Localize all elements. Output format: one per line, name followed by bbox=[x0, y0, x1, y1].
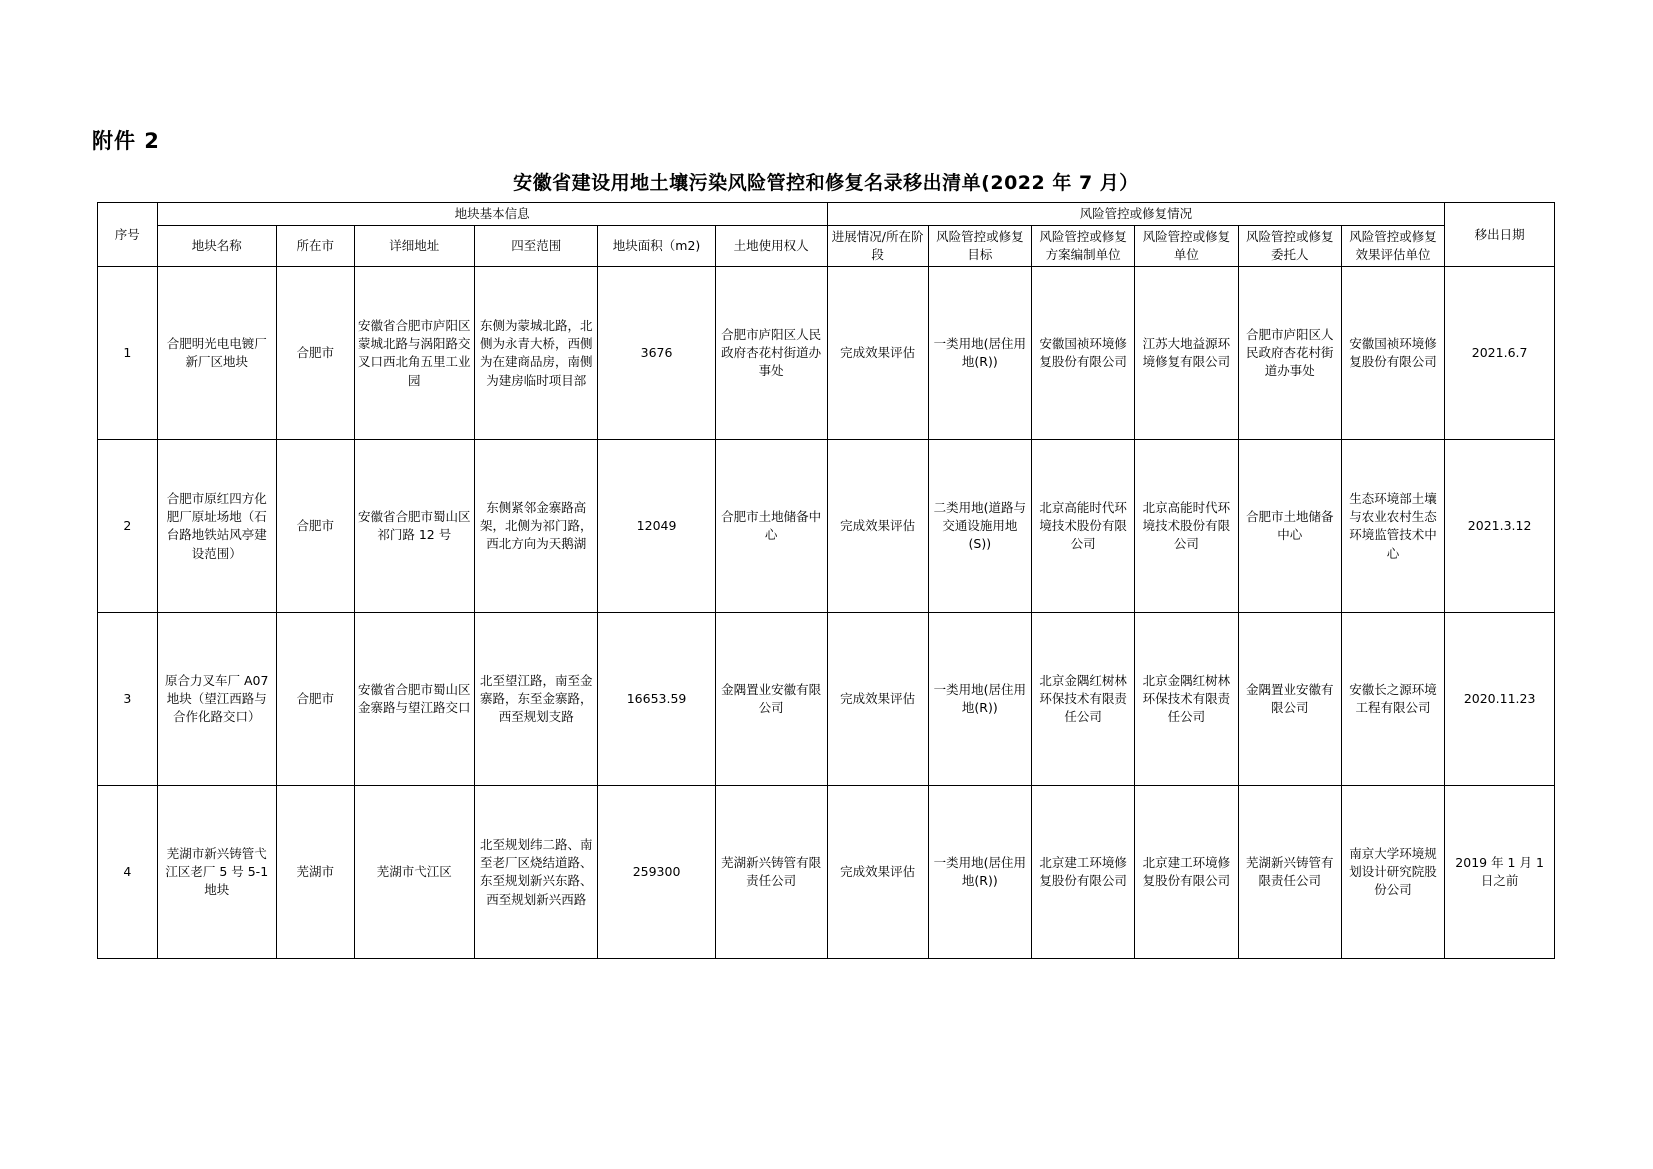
header-col-assess-unit: 风险管控或修复效果评估单位 bbox=[1341, 226, 1444, 267]
cell-owner: 金隅置业安徽有限公司 bbox=[715, 613, 827, 786]
cell-boundary: 东侧为蒙城北路，北侧为永青大桥，西侧为在建商品房，南侧为建房临时项目部 bbox=[474, 267, 598, 440]
cell-client: 金隅置业安徽有限公司 bbox=[1238, 613, 1341, 786]
cell-city: 合肥市 bbox=[276, 440, 354, 613]
cell-client: 芜湖新兴铸管有限责任公司 bbox=[1238, 786, 1341, 959]
table-row bbox=[98, 440, 1555, 613]
cell-city: 合肥市 bbox=[276, 613, 354, 786]
cell-exit-date: 2020.11.23 bbox=[1445, 613, 1555, 786]
cell-name: 芜湖市新兴铸管弋江区老厂 5 号 5-1 地块 bbox=[157, 786, 276, 959]
header-col-boundary: 四至范围 bbox=[474, 226, 598, 267]
cell-owner: 合肥市庐阳区人民政府杏花村街道办事处 bbox=[715, 267, 827, 440]
cell-target: 一类用地(居住用地(R)) bbox=[928, 267, 1031, 440]
cell-repair-unit: 北京建工环境修复股份有限公司 bbox=[1135, 786, 1238, 959]
header-exit-date: 移出日期 bbox=[1445, 203, 1555, 267]
cell-exit-date: 2019 年 1 月 1 日之前 bbox=[1445, 786, 1555, 959]
cell-plan-unit: 安徽国祯环境修复股份有限公司 bbox=[1031, 267, 1134, 440]
header-col-client: 风险管控或修复委托人 bbox=[1238, 226, 1341, 267]
cell-seq: 2 bbox=[98, 440, 158, 613]
cell-target: 一类用地(居住用地(R)) bbox=[928, 613, 1031, 786]
cell-plan-unit: 北京高能时代环境技术股份有限公司 bbox=[1031, 440, 1134, 613]
cell-client: 合肥市土地储备中心 bbox=[1238, 440, 1341, 613]
cell-area: 16653.59 bbox=[598, 613, 715, 786]
header-col-repair-unit: 风险管控或修复单位 bbox=[1135, 226, 1238, 267]
cell-seq: 1 bbox=[98, 267, 158, 440]
header-col-city: 所在市 bbox=[276, 226, 354, 267]
cell-address: 芜湖市弋江区 bbox=[354, 786, 474, 959]
cell-plan-unit: 北京建工环境修复股份有限公司 bbox=[1031, 786, 1134, 959]
cell-owner: 合肥市土地储备中心 bbox=[715, 440, 827, 613]
cell-seq: 3 bbox=[98, 613, 158, 786]
cell-address: 安徽省合肥市蜀山区祁门路 12 号 bbox=[354, 440, 474, 613]
table-header bbox=[98, 203, 1555, 267]
cell-boundary: 东侧紧邻金寨路高架，北侧为祁门路，西北方向为天鹅湖 bbox=[474, 440, 598, 613]
header-seq: 序号 bbox=[98, 203, 158, 267]
cell-assess-unit: 生态环境部土壤与农业农村生态环境监管技术中心 bbox=[1341, 440, 1444, 613]
table-row bbox=[98, 267, 1555, 440]
header-col-owner: 土地使用权人 bbox=[715, 226, 827, 267]
attachment-label: 附件 2 bbox=[92, 129, 160, 153]
cell-progress: 完成效果评估 bbox=[827, 440, 928, 613]
cell-address: 安徽省合肥市庐阳区蒙城北路与涡阳路交叉口西北角五里工业园 bbox=[354, 267, 474, 440]
cell-repair-unit: 北京金隅红树林环保技术有限责任公司 bbox=[1135, 613, 1238, 786]
cell-owner: 芜湖新兴铸管有限责任公司 bbox=[715, 786, 827, 959]
cell-city: 合肥市 bbox=[276, 267, 354, 440]
soil-pollution-removal-table bbox=[97, 202, 1555, 959]
cell-boundary: 北至望江路，南至金寨路，东至金寨路，西至规划支路 bbox=[474, 613, 598, 786]
cell-client: 合肥市庐阳区人民政府杏花村街道办事处 bbox=[1238, 267, 1341, 440]
cell-progress: 完成效果评估 bbox=[827, 786, 928, 959]
table-row bbox=[98, 786, 1555, 959]
cell-exit-date: 2021.6.7 bbox=[1445, 267, 1555, 440]
cell-city: 芜湖市 bbox=[276, 786, 354, 959]
cell-exit-date: 2021.3.12 bbox=[1445, 440, 1555, 613]
cell-assess-unit: 安徽长之源环境工程有限公司 bbox=[1341, 613, 1444, 786]
cell-progress: 完成效果评估 bbox=[827, 613, 928, 786]
table-header-group-row bbox=[98, 203, 1555, 226]
cell-seq: 4 bbox=[98, 786, 158, 959]
page-title: 安徽省建设用地土壤污染风险管控和修复名录移出清单(2022 年 7 月） bbox=[513, 172, 1139, 194]
header-basic-info: 地块基本信息 bbox=[157, 203, 827, 226]
cell-plan-unit: 北京金隅红树林环保技术有限责任公司 bbox=[1031, 613, 1134, 786]
cell-name: 合肥明光电电镀厂新厂区地块 bbox=[157, 267, 276, 440]
cell-address: 安徽省合肥市蜀山区金寨路与望江路交口 bbox=[354, 613, 474, 786]
table-body bbox=[98, 267, 1555, 959]
cell-assess-unit: 南京大学环境规划设计研究院股份公司 bbox=[1341, 786, 1444, 959]
cell-progress: 完成效果评估 bbox=[827, 267, 928, 440]
table-header-column-row bbox=[98, 226, 1555, 267]
header-col-name: 地块名称 bbox=[157, 226, 276, 267]
cell-assess-unit: 安徽国祯环境修复股份有限公司 bbox=[1341, 267, 1444, 440]
header-risk-control: 风险管控或修复情况 bbox=[827, 203, 1445, 226]
header-col-area: 地块面积（m2) bbox=[598, 226, 715, 267]
cell-area: 3676 bbox=[598, 267, 715, 440]
cell-area: 12049 bbox=[598, 440, 715, 613]
table-row bbox=[98, 613, 1555, 786]
cell-boundary: 北至规划纬二路、南至老厂区烧结道路、东至规划新兴东路、西至规划新兴西路 bbox=[474, 786, 598, 959]
cell-repair-unit: 北京高能时代环境技术股份有限公司 bbox=[1135, 440, 1238, 613]
header-col-progress: 进展情况/所在阶段 bbox=[827, 226, 928, 267]
cell-repair-unit: 江苏大地益源环境修复有限公司 bbox=[1135, 267, 1238, 440]
header-col-plan-unit: 风险管控或修复方案编制单位 bbox=[1031, 226, 1134, 267]
cell-area: 259300 bbox=[598, 786, 715, 959]
cell-name: 原合力叉车厂 A07 地块（望江西路与合作化路交口） bbox=[157, 613, 276, 786]
header-col-target: 风险管控或修复目标 bbox=[928, 226, 1031, 267]
cell-name: 合肥市原红四方化肥厂原址场地（石台路地铁站风亭建设范围） bbox=[157, 440, 276, 613]
cell-target: 二类用地(道路与交通设施用地(S)) bbox=[928, 440, 1031, 613]
cell-target: 一类用地(居住用地(R)) bbox=[928, 786, 1031, 959]
header-col-address: 详细地址 bbox=[354, 226, 474, 267]
